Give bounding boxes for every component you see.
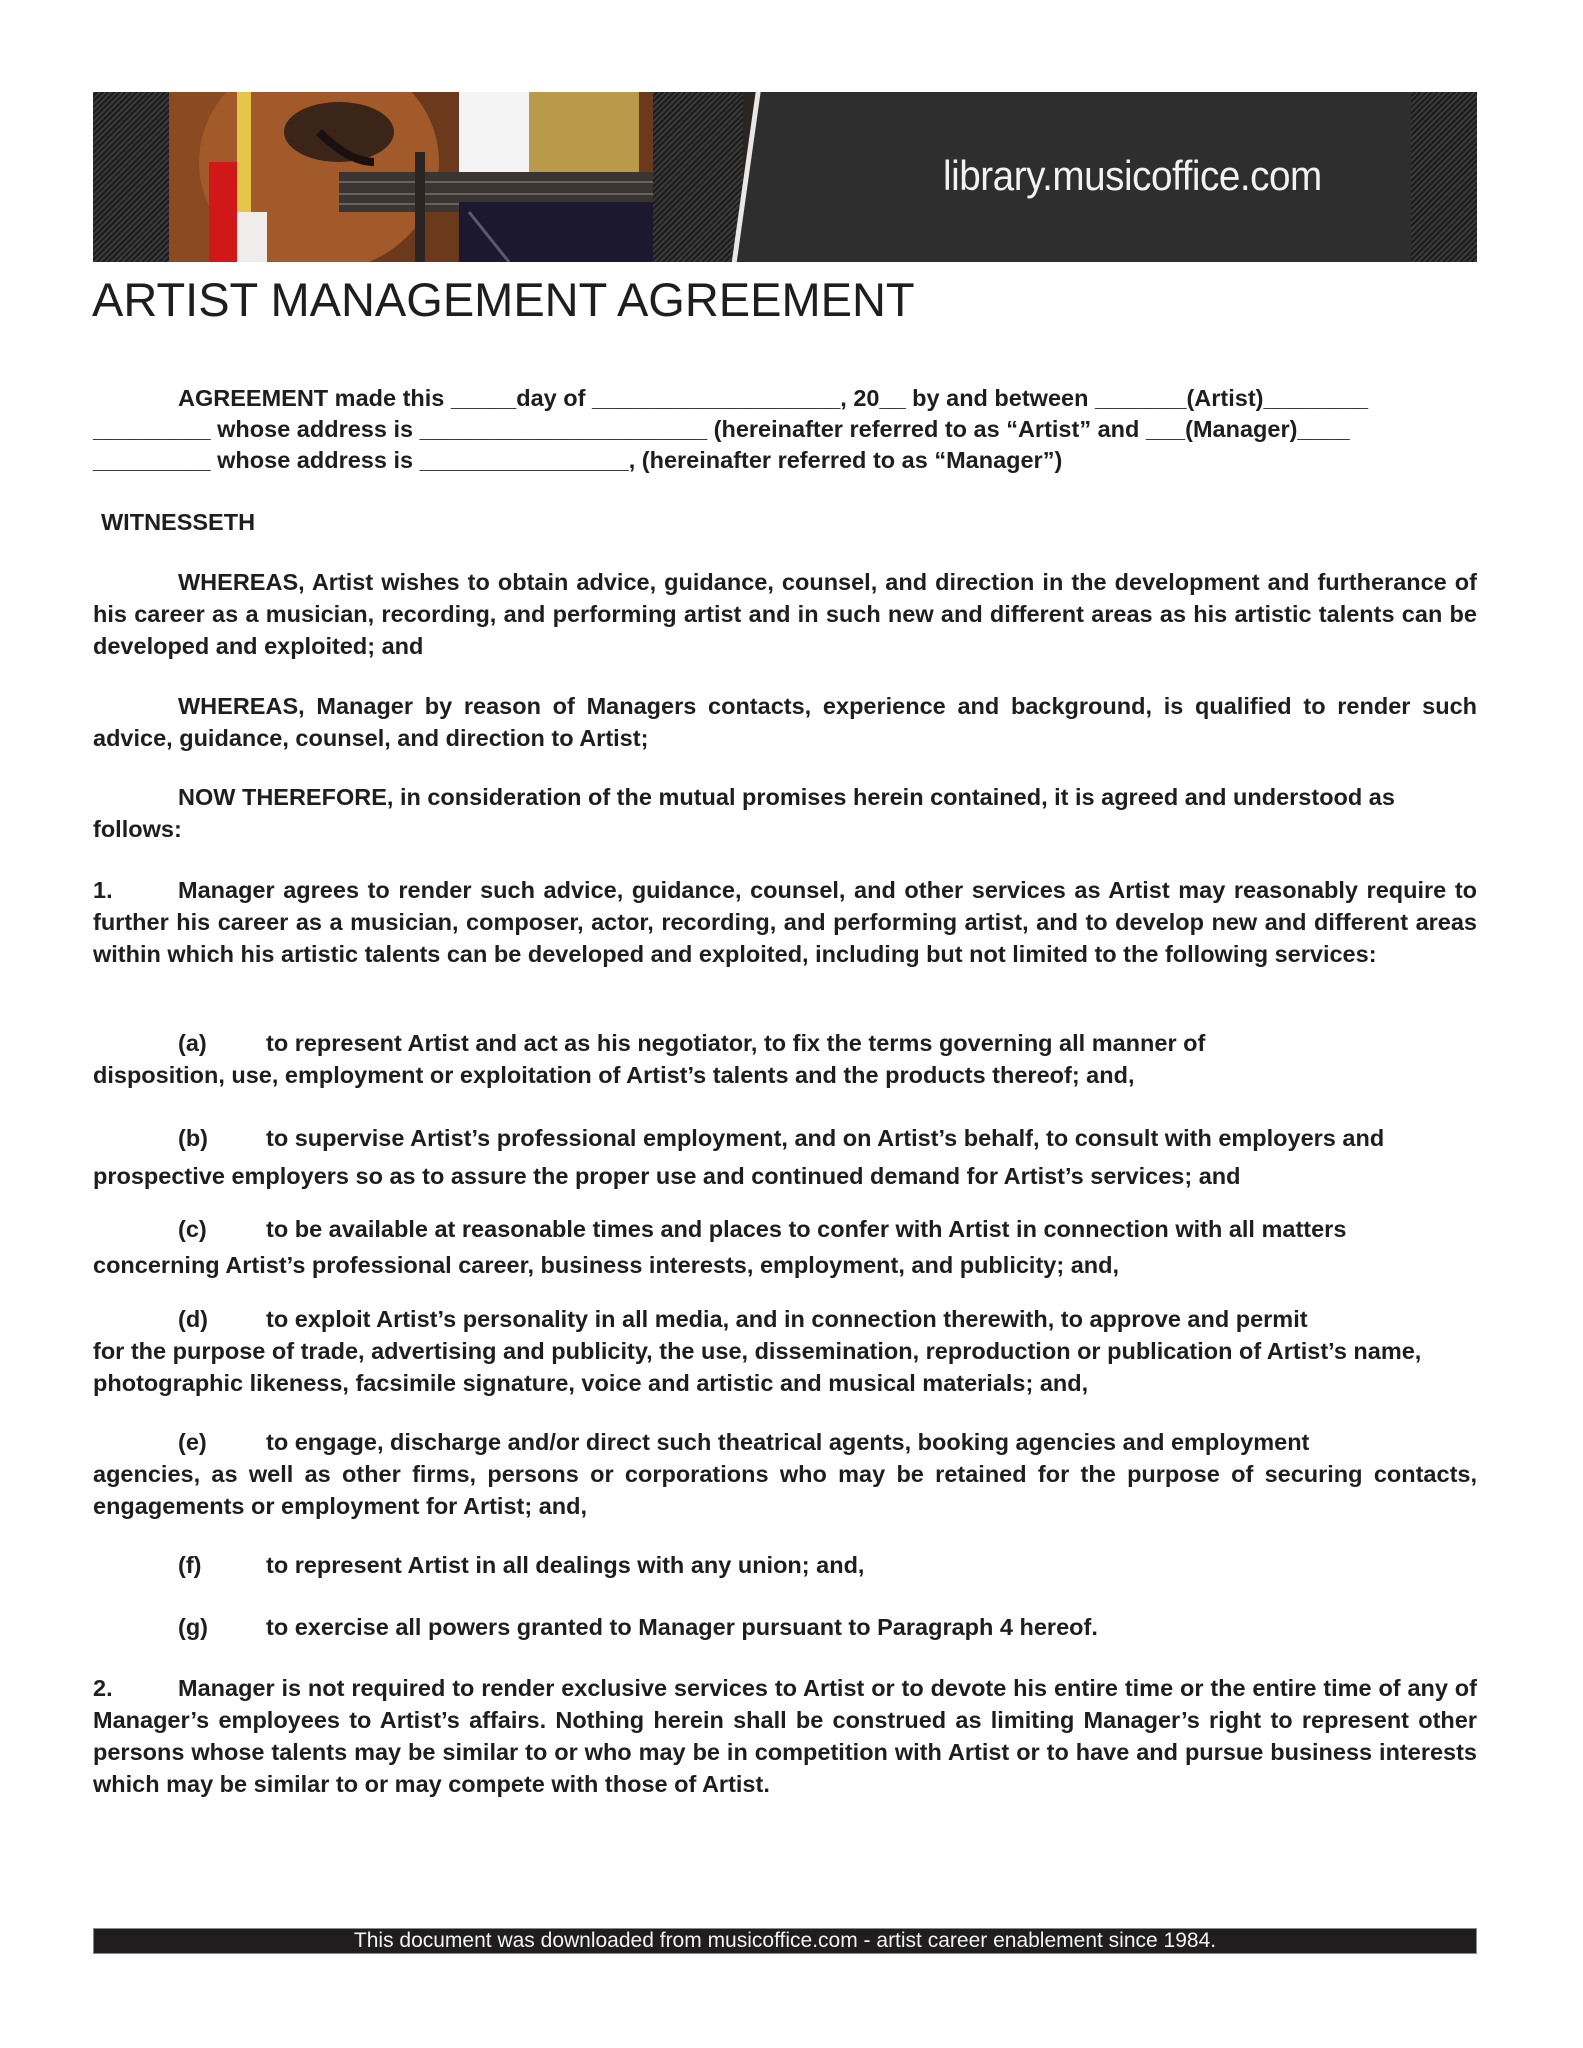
service-text-rest: agencies, as well as other firms, persons or corporations who may be retained for the purpose of securing contacts, engagements or employment for Artist; and, (93, 1461, 1477, 1519)
service-label: (b) (178, 1125, 209, 1151)
service-text-rest: disposition, use, employment or exploitation of Artist’s talents and the products thereof; and, (93, 1062, 1135, 1088)
footer-bar: This document was downloaded from musicoffice.com - artist career enablement since 1984. (93, 1928, 1477, 1954)
preamble-line-2: _________ whose address is ______________________ (hereinafter referred to as “Artist” and ___(Manager)____ (93, 416, 1350, 442)
clause-number: 2. (93, 1675, 113, 1701)
service-label: (g) (178, 1614, 209, 1640)
site-url[interactable]: library.musicoffice.com (943, 152, 1322, 199)
service-d (93, 1303, 1433, 1399)
service-text-rest: for the purpose of trade, advertising and publicity, the use, dissemination, reproduction or publication of Artist’s name, photographic likeness, facsimile signature, voice and artistic and musical materials; and, (93, 1338, 1422, 1396)
service-label: (c) (178, 1216, 207, 1242)
service-label: (e) (178, 1429, 207, 1455)
service-text-rest: concerning Artist’s professional career, business interests, employment, and publicity; and, (93, 1252, 1120, 1278)
service-text-first: to exercise all powers granted to Manager pursuant to Paragraph 4 hereof. (266, 1614, 1098, 1640)
service-f (93, 1549, 1477, 1581)
recital-2: WHEREAS, Manager by reason of Managers contacts, experience and background, is qualified to render such advice, guidance, counsel, and direction to Artist; (93, 693, 1477, 751)
clause-text: Manager is not required to render exclusive services to Artist or to devote his entire time or the entire time of any of Manager’s employees to Artist’s affairs. Nothing herein shall be construed as limiting Manager’s right to represent other persons whose talents may be similar to or who may be in competition with Artist or to have and pursue business interests which may be similar to or may compete with those of Artist. (93, 1675, 1477, 1797)
service-c (93, 1211, 1477, 1283)
service-b (93, 1119, 1477, 1195)
recital-now-therefore: NOW THEREFORE, in consideration of the mutual promises herein contained, it is agreed and understood as follows: (93, 784, 1395, 842)
service-label: (f) (178, 1552, 202, 1578)
document-title: ARTIST MANAGEMENT AGREEMENT (92, 273, 915, 326)
service-g (93, 1611, 1477, 1643)
service-text-first: to be available at reasonable times and places to confer with Artist in connection with all matters (266, 1216, 1347, 1242)
service-label: (d) (178, 1306, 209, 1332)
clause-text: Manager agrees to render such advice, guidance, counsel, and other services as Artist may reasonably require to further his career as a musician, composer, actor, recording, and performing artist, and to develop new and different areas within which his artistic talents can be developed and exploited, including but not limited to the following services: (93, 877, 1477, 967)
service-e (93, 1426, 1477, 1522)
clause-2 (93, 1672, 1477, 1800)
preamble-line-1: AGREEMENT made this _____day of ___________________, 20__ by and between _______(Artist)________ (178, 385, 1369, 411)
preamble-line-3: _________ whose address is ________________, (hereinafter referred to as “Manager”) (93, 447, 1063, 473)
service-label: (a) (178, 1030, 207, 1056)
service-text-first: to engage, discharge and/or direct such theatrical agents, booking agencies and employment (266, 1429, 1310, 1455)
service-a (93, 1027, 1477, 1091)
service-text-first: to represent Artist in all dealings with any union; and, (266, 1552, 865, 1578)
witnesseth-heading: WITNESSETH (101, 509, 256, 535)
service-text-rest: prospective employers so as to assure the proper use and continued demand for Artist’s services; and (93, 1163, 1241, 1189)
service-text-first: to exploit Artist’s personality in all media, and in connection therewith, to approve and permit (266, 1306, 1308, 1332)
banner-hatch-left (93, 92, 173, 262)
recital-1: WHEREAS, Artist wishes to obtain advice, guidance, counsel, and direction in the development and furtherance of his career as a musician, recording, and performing artist and in such new and different areas as his artistic talents can be developed and exploited; and (93, 569, 1477, 659)
clause-number: 1. (93, 877, 113, 903)
service-text-first: to represent Artist and act as his negotiator, to fix the terms governing all manner of (266, 1030, 1206, 1056)
clause-1 (93, 874, 1477, 970)
header-banner (93, 92, 1477, 262)
banner-hatch-right (1411, 92, 1477, 262)
service-text-first: to supervise Artist’s professional employment, and on Artist’s behalf, to consult with employers and (266, 1125, 1385, 1151)
banner-hatch-mid (653, 92, 743, 262)
